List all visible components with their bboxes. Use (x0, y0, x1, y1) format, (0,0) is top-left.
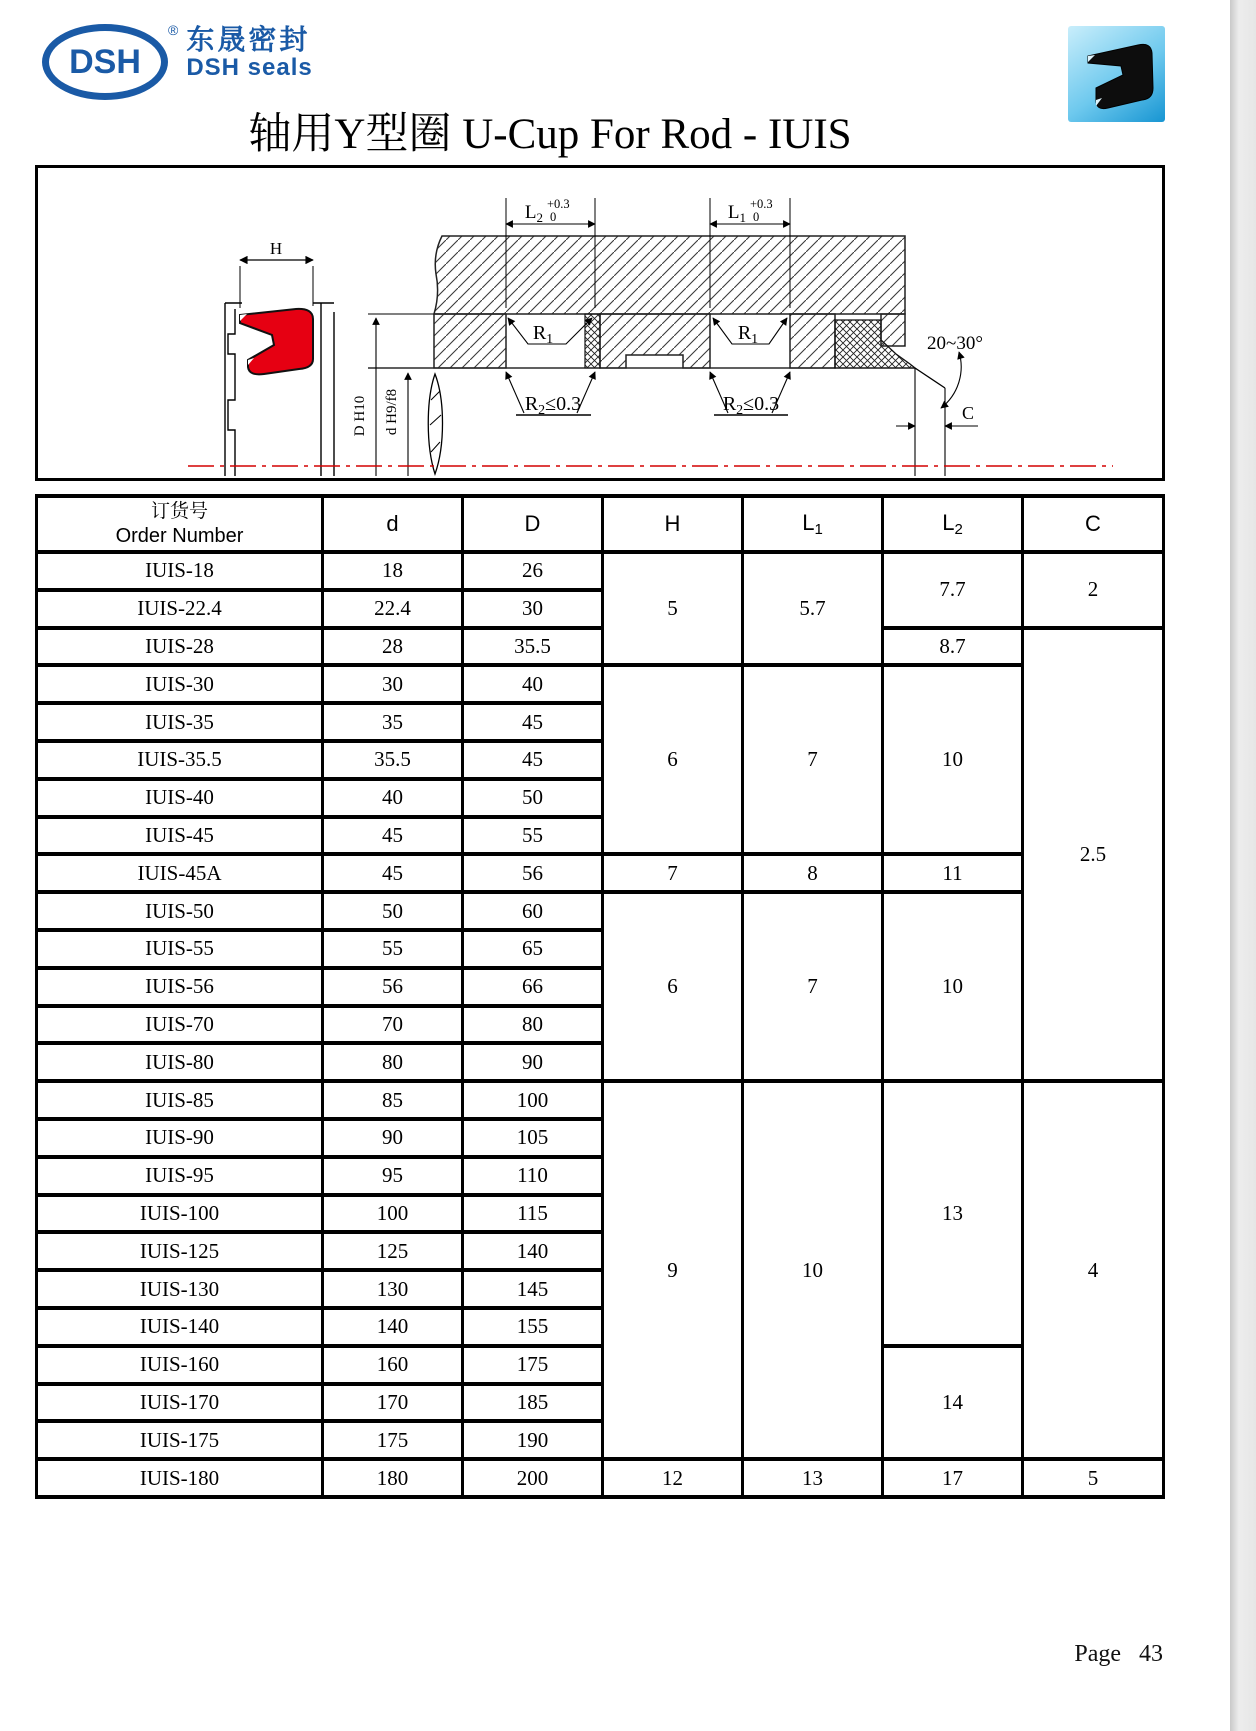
cell: 55 (323, 930, 463, 968)
cell: IUIS-70 (37, 1006, 323, 1044)
cell: 80 (323, 1043, 463, 1081)
cell: 35.5 (463, 628, 603, 666)
cell: 50 (323, 892, 463, 930)
cell: IUIS-56 (37, 968, 323, 1006)
cell: IUIS-140 (37, 1308, 323, 1346)
cell: 70 (323, 1006, 463, 1044)
cell: 40 (463, 665, 603, 703)
cell: 55 (463, 817, 603, 855)
r2-annotation-left (506, 372, 595, 418)
rod-dim-label: d H9/f8 (384, 388, 400, 436)
cell: 66 (463, 968, 603, 1006)
r2-annotation-right (710, 372, 790, 418)
cell: IUIS-45A (37, 854, 323, 892)
cell: 125 (323, 1232, 463, 1270)
cell: IUIS-18 (37, 552, 323, 590)
table-row (37, 1346, 1164, 1384)
logo-abbr: DSH (69, 42, 141, 81)
cell: 5.7 (743, 552, 883, 665)
cell: 45 (323, 854, 463, 892)
logo-name-chinese: 东晟密封 (186, 24, 311, 55)
column-header: $L_1$ (743, 496, 883, 552)
cell: IUIS-125 (37, 1232, 323, 1270)
logo-name-english: DSH seals (186, 54, 313, 81)
cell: 8.7 (883, 628, 1023, 666)
cell: 30 (323, 665, 463, 703)
cell: 5 (603, 552, 743, 665)
cell: 7 (603, 854, 743, 892)
cell: 56 (323, 968, 463, 1006)
logo-text (186, 26, 312, 80)
cell: 65 (463, 930, 603, 968)
cell: IUIS-50 (37, 892, 323, 930)
column-header: $L_2$ (883, 496, 1023, 552)
cell: 10 (883, 665, 1023, 854)
logo-oval (42, 24, 168, 100)
cell: 17 (883, 1459, 1023, 1497)
cell: IUIS-170 (37, 1384, 323, 1422)
r1-annotation-right (713, 318, 787, 347)
cell: 10 (743, 1081, 883, 1459)
cell: IUIS-35 (37, 703, 323, 741)
cell: IUIS-85 (37, 1081, 323, 1119)
cell: 40 (323, 779, 463, 817)
table-row (37, 854, 1164, 892)
cell: 180 (323, 1459, 463, 1497)
cell: 45 (323, 817, 463, 855)
cell: IUIS-180 (37, 1459, 323, 1497)
angle-label: 20~30° (927, 333, 983, 354)
cell: 145 (463, 1270, 603, 1308)
cell: IUIS-40 (37, 779, 323, 817)
column-header: H (603, 496, 743, 552)
red-seal-profile (240, 309, 313, 374)
cell: 200 (463, 1459, 603, 1497)
seal-section-drawing (38, 168, 1162, 478)
cell: 100 (463, 1081, 603, 1119)
technical-drawing (35, 165, 1165, 481)
cell: 22.4 (323, 590, 463, 628)
cell: 7 (743, 892, 883, 1081)
cell: IUIS-175 (37, 1421, 323, 1459)
cell: 130 (323, 1270, 463, 1308)
cell: 175 (463, 1346, 603, 1384)
h-dimension (240, 239, 313, 308)
cell: 9 (603, 1081, 743, 1459)
cell: 14 (883, 1346, 1023, 1459)
cell: 175 (323, 1421, 463, 1459)
h-dim-label: H (269, 239, 283, 258)
company-logo (42, 24, 313, 100)
cell: 115 (463, 1195, 603, 1233)
cell: 90 (323, 1119, 463, 1157)
page-edge-strip (1230, 0, 1256, 1731)
table-row (37, 1459, 1164, 1497)
cell: IUIS-28 (37, 628, 323, 666)
cell: IUIS-95 (37, 1157, 323, 1195)
page-title: 轴用Y型圈 U-Cup For Rod - IUIS (248, 111, 852, 158)
cell: IUIS-55 (37, 930, 323, 968)
cell: IUIS-80 (37, 1043, 323, 1081)
cell: 7.7 (883, 552, 1023, 628)
table-header-row (37, 496, 1164, 552)
cell: 110 (463, 1157, 603, 1195)
cell: 56 (463, 854, 603, 892)
cell: IUIS-35.5 (37, 741, 323, 779)
cell: IUIS-22.4 (37, 590, 323, 628)
l1-tol-zero: 0 (753, 210, 760, 224)
u-cup-seal-icon (1068, 26, 1165, 122)
cell: 170 (323, 1384, 463, 1422)
c-dim-label: C (962, 403, 975, 423)
cell: 140 (463, 1232, 603, 1270)
page-number: Page 43 (1074, 1641, 1163, 1667)
cell: 13 (743, 1459, 883, 1497)
cell: 140 (323, 1308, 463, 1346)
cell: 12 (603, 1459, 743, 1497)
cell: IUIS-130 (37, 1270, 323, 1308)
column-header: d (323, 496, 463, 552)
cell: 160 (323, 1346, 463, 1384)
cell: 60 (463, 892, 603, 930)
table-row (37, 552, 1164, 590)
cell: 155 (463, 1308, 603, 1346)
column-header: C (1023, 496, 1164, 552)
table-row (37, 665, 1164, 703)
cell: 50 (463, 779, 603, 817)
cell: 2.5 (1023, 628, 1164, 1082)
cell: IUIS-160 (37, 1346, 323, 1384)
cell: 26 (463, 552, 603, 590)
svg-text:R1: $R_1$ (532, 322, 554, 347)
registered-mark: ® (168, 22, 179, 38)
cell: 13 (883, 1081, 1023, 1346)
cell: 5 (1023, 1459, 1164, 1497)
cell: 7 (743, 665, 883, 854)
spec-table (35, 494, 1165, 1499)
l2-label: $L_2$ (524, 202, 543, 225)
svg-text:R2≤0.3: $R_2\le 0.3$ (722, 393, 780, 418)
cell: 105 (463, 1119, 603, 1157)
cell: IUIS-30 (37, 665, 323, 703)
cell: 185 (463, 1384, 603, 1422)
column-header: D (463, 496, 603, 552)
rod-break-squiggle (428, 374, 442, 474)
l2-tol-zero: 0 (550, 210, 557, 224)
svg-text:R1: $R_1$ (737, 322, 759, 347)
cell: 11 (883, 854, 1023, 892)
cell: 6 (603, 892, 743, 1081)
l1-tol-plus: +0.3 (750, 197, 773, 211)
cell: 80 (463, 1006, 603, 1044)
cell: 18 (323, 552, 463, 590)
chamfer-annotation (896, 333, 983, 476)
cell: 30 (463, 590, 603, 628)
cell: 6 (603, 665, 743, 854)
cell: 45 (463, 741, 603, 779)
svg-text:R2≤0.3: $R_2\le 0.3$ (524, 393, 582, 418)
l2-tol-plus: +0.3 (547, 197, 570, 211)
bore-dim-label: D H10 (352, 395, 368, 437)
cell: 90 (463, 1043, 603, 1081)
cell: 100 (323, 1195, 463, 1233)
cell: IUIS-45 (37, 817, 323, 855)
table-row (37, 628, 1164, 666)
table-row (37, 1081, 1164, 1119)
r1-annotation-left (508, 318, 592, 347)
l1-label: $L_1$ (727, 202, 746, 225)
cell: 35.5 (323, 741, 463, 779)
cell: 10 (883, 892, 1023, 1081)
cell: 85 (323, 1081, 463, 1119)
spec-table-body (37, 552, 1164, 1497)
cell: IUIS-100 (37, 1195, 323, 1233)
cell: 95 (323, 1157, 463, 1195)
cell: 35 (323, 703, 463, 741)
cell: 190 (463, 1421, 603, 1459)
cell: IUIS-90 (37, 1119, 323, 1157)
column-header: 订货号 Order Number (37, 496, 323, 552)
cell: 45 (463, 703, 603, 741)
u-cup-seal-icon-glyph (1068, 26, 1165, 122)
cell: 4 (1023, 1081, 1164, 1459)
table-row (37, 892, 1164, 930)
cell: 28 (323, 628, 463, 666)
cell: 8 (743, 854, 883, 892)
cell: 2 (1023, 552, 1164, 628)
